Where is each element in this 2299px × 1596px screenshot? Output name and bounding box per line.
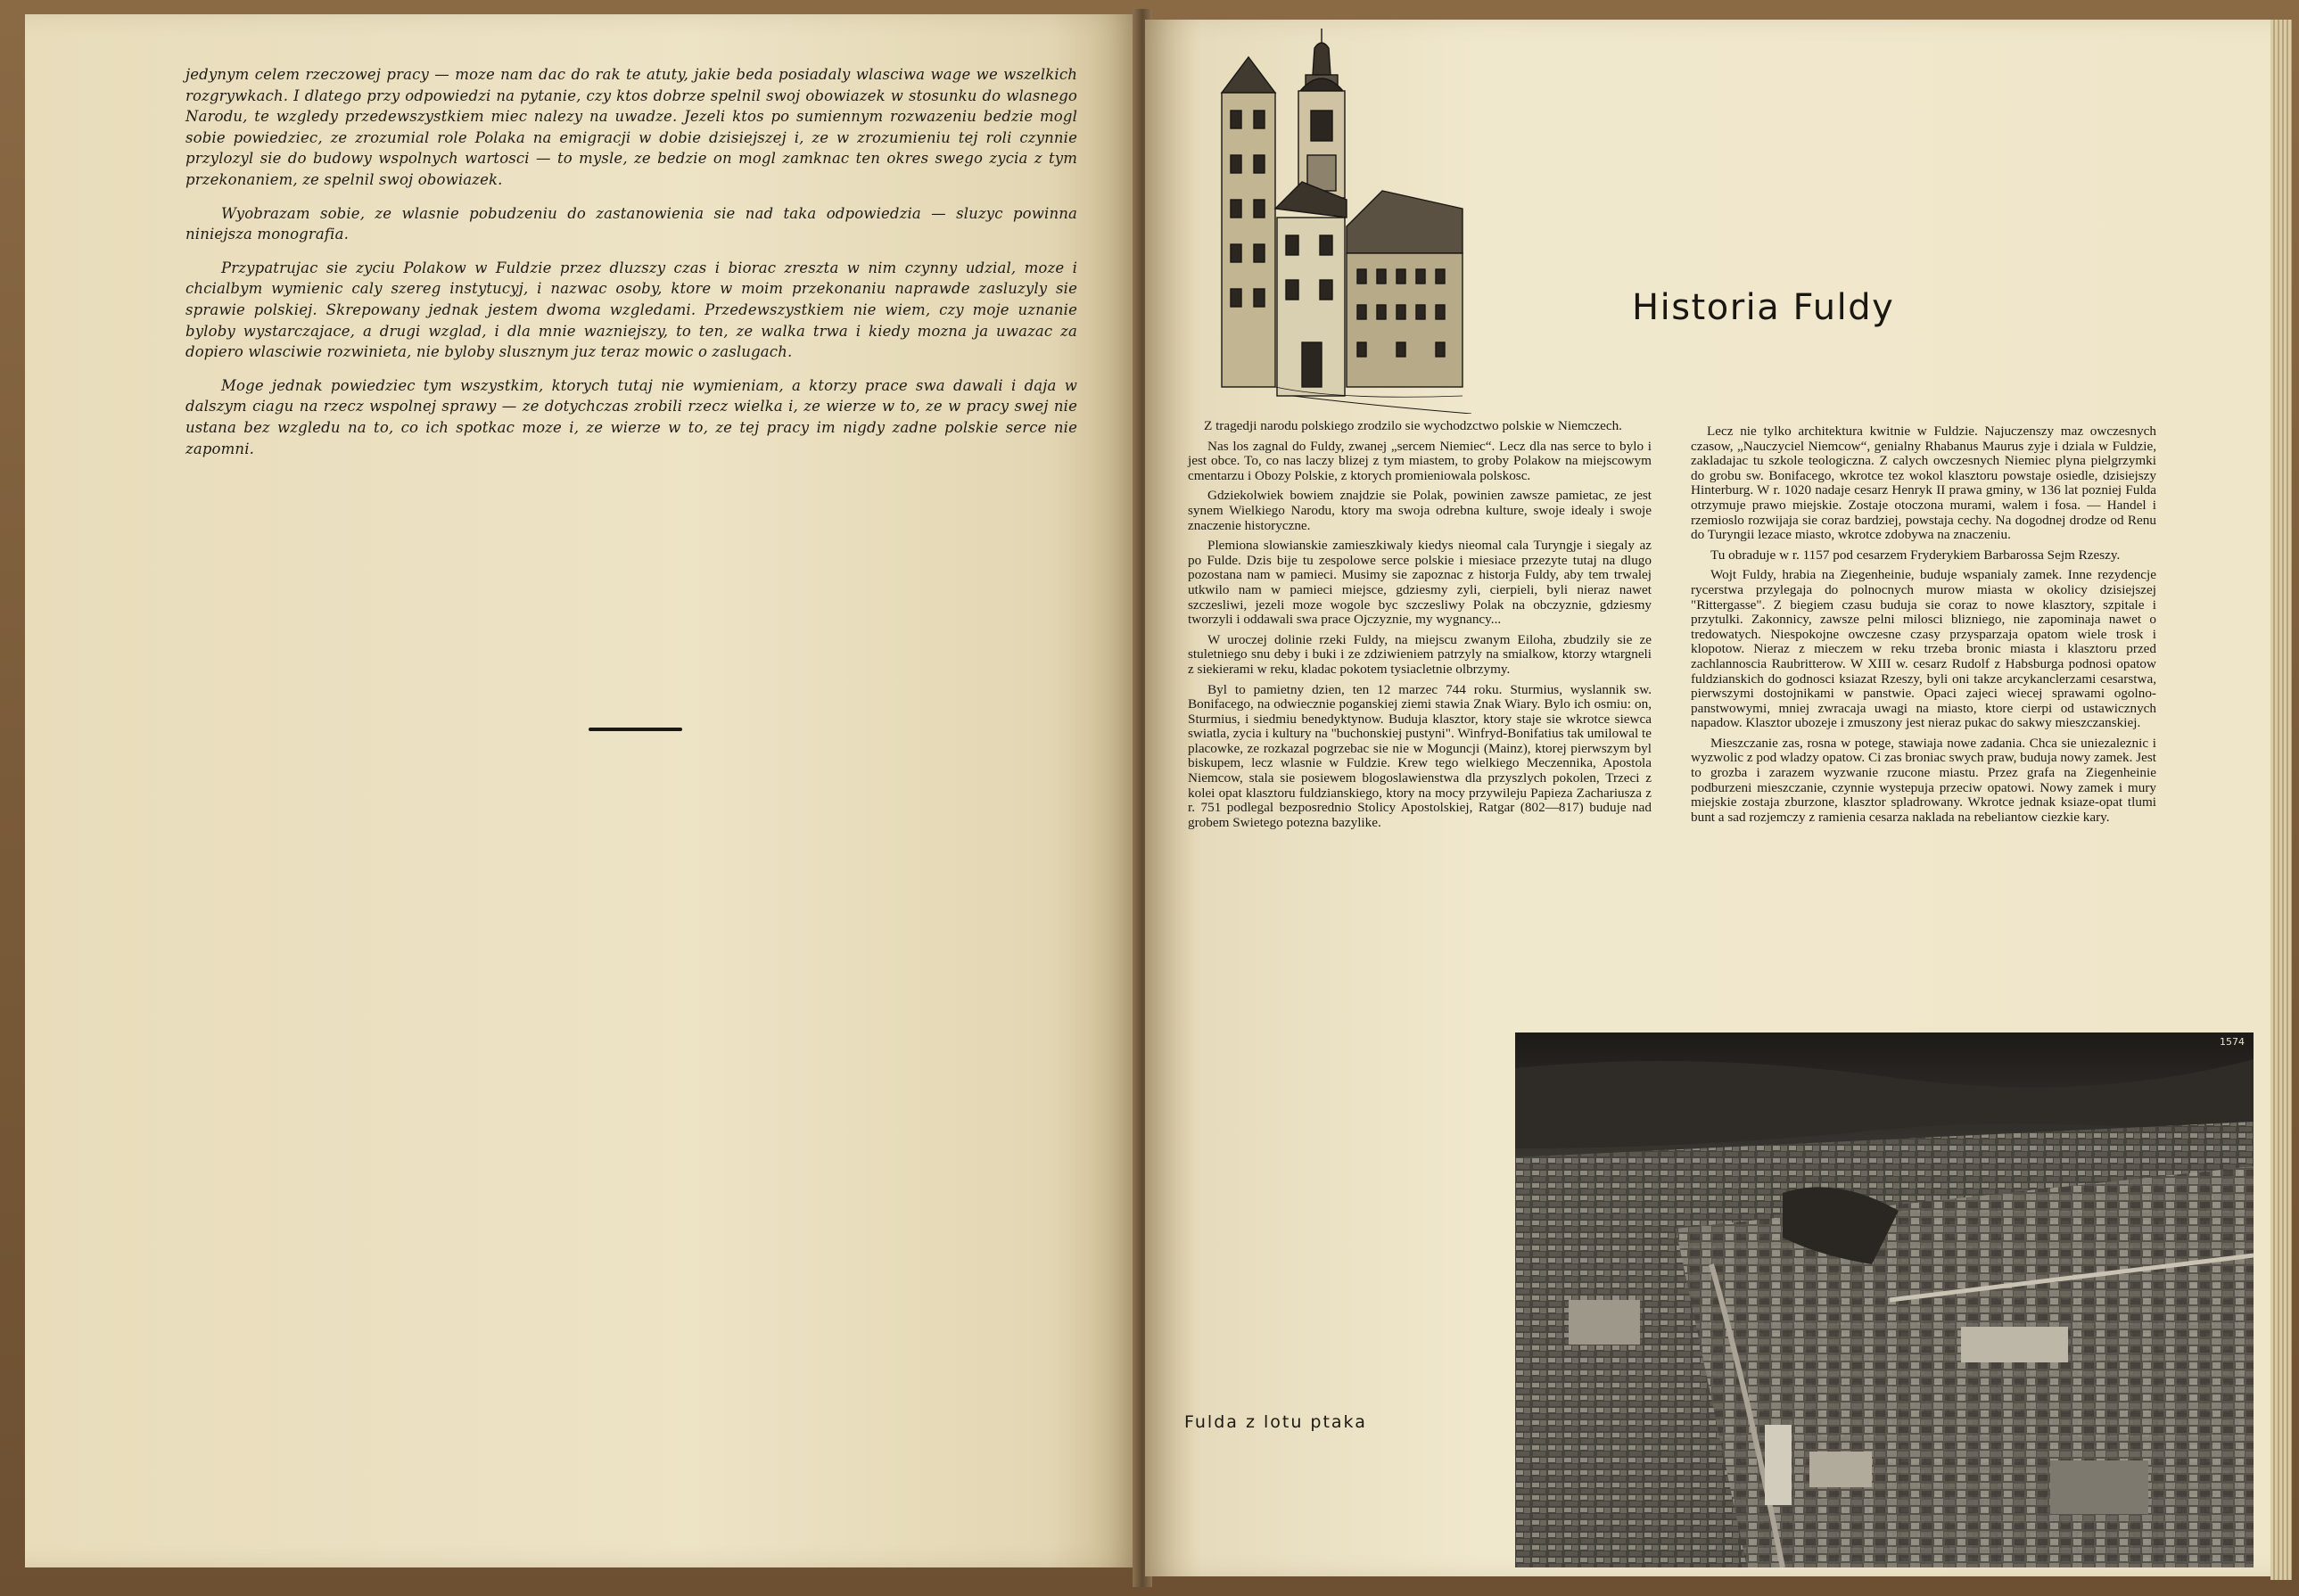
left-page bbox=[25, 14, 1138, 1567]
article-paragraph: Plemiona slowianskie zamieszkiwaly kiedys nieomal cala Turyngje i siegaly az po Fulde. Dzis bije tu zespolowe serce polskie i miesiace przezyte tutaj na dlugo pozostana nam w pamieci. Musimy sie zapoznac z historja Fuldy, aby tem trwalej utkwilo nam w pamieci miejsce, gdziesmy zyli, cierpieli, byli nieraz nawet szczesliwi, jezeli moze wogole byc szczesliwy Polak na obczyznie, gdziesmy tworzyli i oddawali swa prace Ojczyznie, my wygnancy... bbox=[1188, 538, 1652, 628]
aerial-photo-drawing bbox=[1515, 1032, 2254, 1567]
right-page bbox=[1145, 20, 2270, 1576]
article-paragraph: Lecz nie tylko architektura kwitnie w Fuldzie. Najuczenszy maz owczesnych czasow, „Nauczyciel Niemcow“, genialny Rhabanus Maurus zyje i dziala w Fuldzie, zakladajac tu szkole teologiczna. Z calych owczesnych Niemiec plyna pielgrzymki do grobu sw. Bonifacego, wkrotce tez wokol klasztoru powstaje osiedle, dzisiejszy Hinterburg. W r. 1020 nadaje cesarz Henryk II prawa gminy, w 136 lat pozniej Fulda otrzymuje prawo miejskie. Zostaje otoczona murami, walem i fosa. — Handel i rzemioslo rozwijaja sie coraz bardziej, powstaja cechy. Na dogodnej drodze od Renu do Turyngii lezace miasto, wkrotce zdobywa na znaczeniu. bbox=[1691, 424, 2156, 543]
article-paragraph: Mieszczanie zas, rosna w potege, stawiaja nowe zadania. Chca sie uniezaleznic i wyzwolic z pod wladzy opatow. Ci zas broniac swych praw, buduja nowy zamek. Jest to grozba i zarazem wyzwanie rzucone miastu. Przez grafa na Ziegenheinie podburzeni mieszczanie, czynnie wystepuja przeciw opatowi. Nowy zamek i mury miejskie zostaja zburzone, klasztor spladrowany. Wkrotce jednak ksiaze-opat tlumi bunt a sad rozjemczy z ramienia cesarza naklada na rebeliantow ciezkie kary. bbox=[1691, 735, 2156, 825]
article-column-right bbox=[1691, 424, 2156, 830]
left-page-text bbox=[185, 64, 1077, 472]
page-edges bbox=[2270, 20, 2292, 1580]
article-paragraph: W uroczej dolinie rzeki Fuldy, na miejscu zwanym Eiloha, zbudzily sie ze stuletniego snu deby i buki i ze zdziwieniem patrzyly na smialkow, ktorzy wtargneli z siekierami w reku, kladac pokotem tysiacletnie olbrzymy. bbox=[1188, 631, 1652, 677]
article-paragraph: Tu obraduje w r. 1157 pod cesarzem Fryderykiem Barbarossa Sejm Rzeszy. bbox=[1710, 547, 2121, 563]
section-divider bbox=[589, 728, 682, 731]
article-paragraph: Wojt Fuldy, hrabia na Ziegenheinie, buduje wspanialy zamek. Inne rezydencje rycerstwa przylegaja do polnocnych murow miasta w okolicy dzisiejszej "Rittergasse". Z biegiem czasu buduja sie coraz to nowe klasztory, szpitale i przytulki. Zakonnicy, zawsze pelni milosci blizniego, nie zapominaja nawet o tredowatych. Niespokojne owczesne czasy przysparzaja opatom wiele trosk i klopotow. Nieraz z mieczem w reku trzeba bronic miasta i klasztoru przed zachlannoscia Raubritterow. W XIII w. cesarz Rudolf z Habsburga podnosi opatow fuldzianskich do godnosci ksiazat Rzeszy, byli oni takze arcykanclerzami cesarstwa, pierwszymi dostojnikami w panstwie. Opaci zajeci wiecej sprawami ogolno-panstwowymi, mniej zwracaja uwagi na miasto, ktore cierpi od ustawicznych napadow. Klasztor ubozeje i zmuszony jest nieraz pukac do sakwy mieszczanskiej. bbox=[1691, 567, 2156, 731]
photo-number: 1574 bbox=[2220, 1036, 2245, 1048]
article-paragraph: Z tragedji narodu polskiego zrodzilo sie wychodzctwo polskie w Niemczech. bbox=[1204, 418, 1622, 433]
article-paragraph: Nas los zagnal do Fuldy, zwanej „sercem Niemiec“. Lecz dla nas serce to bylo i jest obce. To, co nas laczy blizej z tym miastem, to groby Polakow na miejscowym cmentarzu i Obozy Polskie, z ktorych promieniowala polskosc. bbox=[1188, 438, 1652, 483]
left-paragraph-3: Przypatrujac sie zyciu Polakow w Fuldzie przez dluzszy czas i biorac zreszta w nim czynny udzial, moze i chcialbym wymienic caly szereg instytucyj, i nazwac osoby, ktore w moim przekonaniu naprawde zasluzyly sie sprawie polskiej. Skrepowany jednak jestem dwoma wzgledami. Przedewszystkiem nie wiem, czy moje uznanie byloby wystarczajace, a drugi wzglad, i dla mnie wazniejszy, to ten, ze walka trwa i kiedy mozna ja uwazac za dopiero wlasciwie rozwinieta, nie byloby slusznym juz teraz mowic o zaslugach. bbox=[185, 259, 1077, 361]
left-paragraph-1: jedynym celem rzeczowej pracy — moze nam dac do rak te atuty, jakie beda posiadaly wlasciwa wage we wszelkich rozgrywkach. I dlatego przy odpowiedzi na pytanie, czy ktos dobrze spelnil swoj obowiazek w stosunku do wlasnego Narodu, te wzgledy przedewszystkiem miec nalezy na uwadze. Jezeli ktos po sumiennym rozwazeniu bedzie mogl sobie powiedziec, ze zrozumial role Polaka na emigracji w dobie dzisiejszej i, ze w zrozumieniu tej roli czynnie przylozyl sie do budowy wspolnych wartosci — to mysle, ze bedzie on mogl zamknac ten okres swego zycia z tym przekonaniem, ze spelnil swoj obowiazek. bbox=[185, 66, 1077, 188]
town-sketch-illustration bbox=[1204, 21, 1471, 414]
left-paragraph-2: Wyobrazam sobie, ze wlasnie pobudzeniu do zastanowienia sie nad taka odpowiedzia — sluzyc powinna niniejsza monografia. bbox=[185, 204, 1077, 243]
article-paragraph: Byl to pamietny dzien, ten 12 marzec 744 roku. Sturmius, wyslannik sw. Bonifacego, na odwiecznie poganskiej ziemi stawia Znak Wiary. Bylo ich osmiu: on, Sturmius, i siedmiu benedyktynow. Buduja klasztor, ktory staje sie wkrotce siewca swiatla, zycia i kultury na "buchonskiej pustyni". Winfryd-Bonifatius tak umilowal te placowke, ze rozkazal pogrzebac sie nie w Moguncji (Mainz), ktorej pierwszym byl biskupem, lecz wlasnie w Fuldzie. Krew tego wielkiego Meczennika, Apostola Niemcow, stala sie posiewem blogoslawienstwa dla przyszlych pokolen, Trzeci z kolei opat klasztoru fuldzianskiego, ktory na mocy przywileju Papieza Zachariusza z r. 751 podlegal bezposrednio Stolicy Apostolskiej, Ratgar (802—817) buduje nad grobem Swietego potezna bazylike. bbox=[1188, 681, 1652, 830]
article-column-left bbox=[1188, 419, 1652, 835]
left-paragraph-4: Moge jednak powiedziec tym wszystkim, ktorych tutaj nie wymieniam, a ktorzy prace swa dawali i daja w dalszym ciagu na rzecz wspolnej sprawy — ze dotychczas zrobili rzecz wielka i, ze wierze w to, ze w pracy swej nie ustana bez wzgledu na to, co ich spotkac moze i, ze wierze w to, ze tej pracy im nigdy zadne polskie serce nie zapomni. bbox=[185, 376, 1077, 457]
article-paragraph: Gdziekolwiek bowiem znajdzie sie Polak, powinien zawsze pamietac, ze jest synem Wielkiego Narodu, ktory ma swoja odrebna kulture, swoje idealy i swoje znaczenie historyczne. bbox=[1188, 488, 1652, 533]
photo-caption: Fulda z lotu ptaka bbox=[1184, 1412, 1367, 1432]
aerial-city-photo bbox=[1515, 1032, 2254, 1567]
page-title: Historia Fuldy bbox=[1632, 287, 1895, 328]
